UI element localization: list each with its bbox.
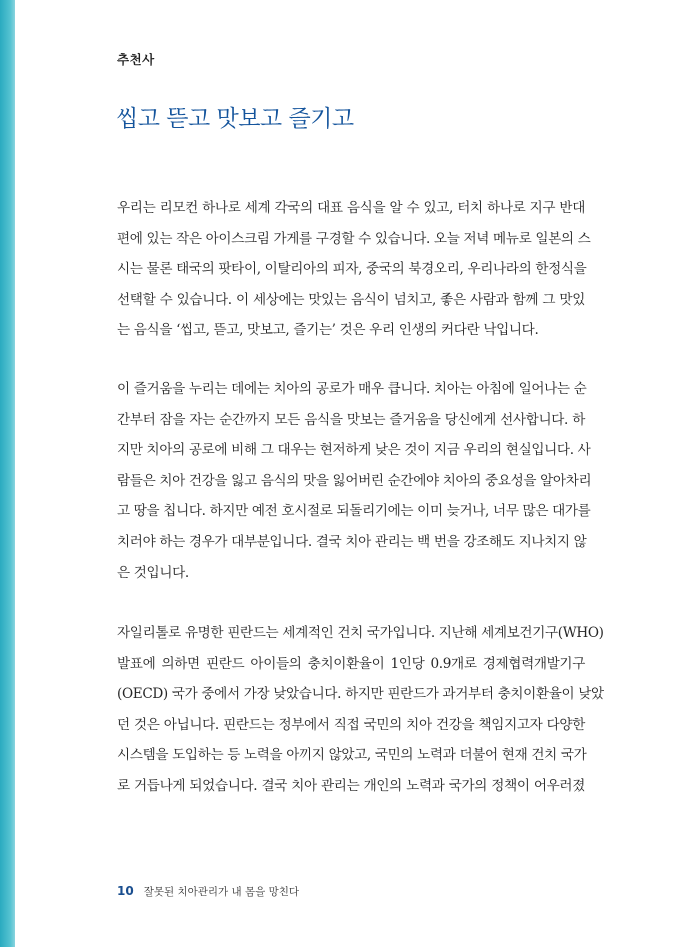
page-title: 씹고 뜯고 맛보고 즐기고 bbox=[116, 106, 354, 132]
text-line: 선택할 수 있습니다. 이 세상에는 맛있는 음식이 넘치고, 좋은 사람과 함께 그 맛있 bbox=[117, 291, 585, 308]
side-color-bar bbox=[0, 0, 15, 947]
page-number: 10 bbox=[117, 884, 134, 898]
text-line: 시는 물론 태국의 팟타이, 이탈리아의 피자, 중국의 북경오리, 우리나라의 한정식을 bbox=[117, 261, 587, 278]
paragraph-3 bbox=[117, 618, 604, 802]
text-line: 람들은 치아 건강을 잃고 음식의 맛을 잃어버린 순간에야 치아의 중요성을 알아차리 bbox=[117, 472, 592, 489]
page-footer bbox=[117, 884, 299, 899]
text-line: 던 것은 아닙니다. 핀란드는 정부에서 직접 국민의 치아 건강을 책임지고자 다양한 bbox=[117, 716, 585, 733]
text-line: 고 땅을 칩니다. 하지만 예전 호시절로 되돌리기에는 이미 늦거나, 너무 많은 대가를 bbox=[117, 503, 591, 520]
text-line: (OECD) 국가 중에서 가장 낮았습니다. 하지만 핀란드가 과거부터 충치이환율이 낮았 bbox=[117, 686, 604, 703]
paragraph-2 bbox=[117, 374, 592, 588]
text-line: 발표에 의하면 핀란드 아이들의 충치이환율이 1인당 0.9개로 경제협력개발기구 bbox=[117, 655, 585, 672]
text-line: 치러야 하는 경우가 대부분입니다. 결국 치아 관리는 백 번을 강조해도 지나치지 않 bbox=[117, 533, 587, 550]
text-line: 간부터 잠을 자는 순간까지 모든 음식을 맛보는 즐거움을 당신에게 선사합니다. 하 bbox=[117, 411, 585, 428]
book-title: 잘못된 치아관리가 내 몸을 망친다 bbox=[143, 886, 300, 898]
text-line: 우리는 리모컨 하나로 세계 각국의 대표 음식을 알 수 있고, 터치 하나로 지구 반대 bbox=[117, 200, 585, 216]
text-line: 은 것입니다. bbox=[117, 564, 189, 581]
text-line: 지만 치아의 공로에 비해 그 대우는 현저하게 낮은 것이 지금 우리의 현실입니다. 사 bbox=[117, 442, 591, 459]
text-line: 이 즐거움을 누리는 데에는 치아의 공로가 매우 큽니다. 치아는 아침에 일어나는 순 bbox=[117, 381, 587, 397]
text-line: 는 음식을 ‘씹고, 뜯고, 맛보고, 즐기는’ 것은 우리 인생의 커다란 낙입니다. bbox=[117, 322, 539, 339]
paragraph-1 bbox=[117, 193, 591, 346]
text-line: 시스템을 도입하는 등 노력을 아끼지 않았고, 국민의 노력과 더불어 현재 건치 국가 bbox=[117, 747, 587, 764]
text-line: 편에 있는 작은 아이스크림 가게를 구경할 수 있습니다. 오늘 저녁 메뉴로 일본의 스 bbox=[117, 230, 591, 247]
section-label: 추천사 bbox=[117, 52, 155, 67]
text-line: 로 거듭나게 되었습니다. 결국 치아 관리는 개인의 노력과 국가의 정책이 어우러졌 bbox=[117, 777, 585, 794]
text-line: 자일리톨로 유명한 핀란드는 세계적인 건치 국가입니다. 지난해 세계보건기구(WHO) bbox=[117, 625, 604, 641]
